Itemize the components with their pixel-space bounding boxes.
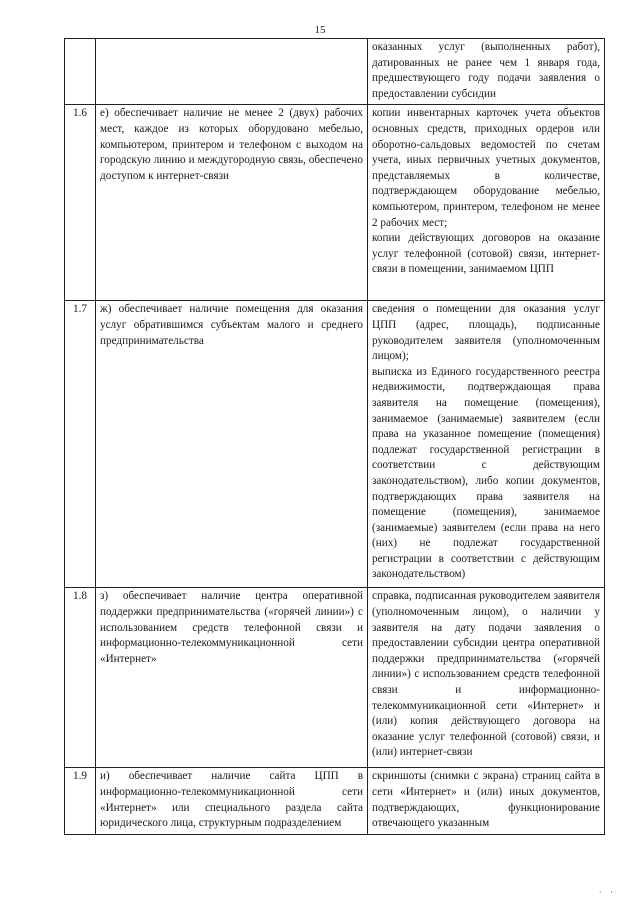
table-row <box>65 588 605 768</box>
row-number <box>65 39 96 105</box>
document-item: сведения о помещении для оказания услуг ЦПП (адрес, площадь), подписанные руководителем заявителя (уполномоченным лицом); <box>372 303 600 363</box>
document-item: копии действующих договоров на оказание услуг телефонной (сотовой) связи, интернет-связи в помещении, занимаемом ЦПП <box>372 232 600 276</box>
requirement-cell: е) обеспечивает наличие не менее 2 (двух) рабочих мест, каждое из которых оборудовано мебелью, компьютером, принтером и телефоном с выходом на городскую линию и междугородную связь, обеспечено доступом к интернет-связи <box>96 105 368 301</box>
corner-marks: · · <box>598 887 616 897</box>
document-item: копии инвентарных карточек учета объектов основных средств, приходных ордеров или оборотно-сальдовых ведомостей по счетам учета, иных первичных учетных документов, представляемых в количестве, подтверждающем оборудование мебелью, компьютером, принтером, телефоном не менее 2 рабочих мест; <box>372 107 600 229</box>
documents-cell <box>368 768 605 834</box>
row-number: 1.7 <box>65 301 96 588</box>
documents-cell <box>368 39 605 105</box>
table-row <box>65 768 605 834</box>
table-row <box>65 105 605 301</box>
row-number: 1.9 <box>65 768 96 834</box>
row-number: 1.8 <box>65 588 96 768</box>
requirement-cell: з) обеспечивает наличие центра оперативной поддержки предпринимательства («горячей линии») с использованием средств телефонной связи и информационно-телекоммуникационной сети «Интернет» <box>96 588 368 768</box>
requirements-table <box>64 38 605 835</box>
document-item: справка, подписанная руководителем заявителя (уполномоченным лицом), о наличии у заявителя на дату подачи заявления о предоставлении субсидии центра оперативной поддержки предпринимательства («горячей линии») с использованием средств телефонной связи и информационно-телекоммуникационной сети «Интернет» и (или) копия действующего договора на оказание услуг телефонной (сотовой) связи, и (или) интернет-связи <box>372 590 600 759</box>
document-item: выписка из Единого государственного реестра недвижимости, подтверждающая права заявителя на помещение (помещения), занимаемое (занимаемые) заявителем (если права на указанное помещение (помещения) подлежат государственной регистрации в соответствии с действующим законодательством), либо копии документов, подтверждающих права заявителя на помещение (помещения), занимаемое (занимаемые) заявителем (если права на него (них) не подлежат государственной регистрации в соответствии с действующим законодательством) <box>372 365 600 581</box>
row-number: 1.6 <box>65 105 96 301</box>
documents-cell <box>368 105 605 301</box>
table-row <box>65 39 605 105</box>
requirement-cell <box>96 39 368 105</box>
documents-cell <box>368 301 605 588</box>
documents-cell <box>368 588 605 768</box>
requirement-cell: и) обеспечивает наличие сайта ЦПП в информационно-телекоммуникационной сети «Интернет» или специального раздела сайта юридического лица, структурным подразделением <box>96 768 368 834</box>
page-number: 15 <box>314 24 326 36</box>
document-item: оказанных услуг (выполненных работ), датированных не ранее чем 1 января года, предшествующего году подачи заявления о предоставлении субсидии <box>372 41 600 100</box>
table-row <box>65 301 605 588</box>
document-item: скриншоты (снимки с экрана) страниц сайта в сети «Интернет» и (или) иных документов, подтверждающих, функционирование отвечающего указанным <box>372 770 600 830</box>
requirement-cell: ж) обеспечивает наличие помещения для оказания услуг обратившимся субъектам малого и среднего предпринимательства <box>96 301 368 588</box>
